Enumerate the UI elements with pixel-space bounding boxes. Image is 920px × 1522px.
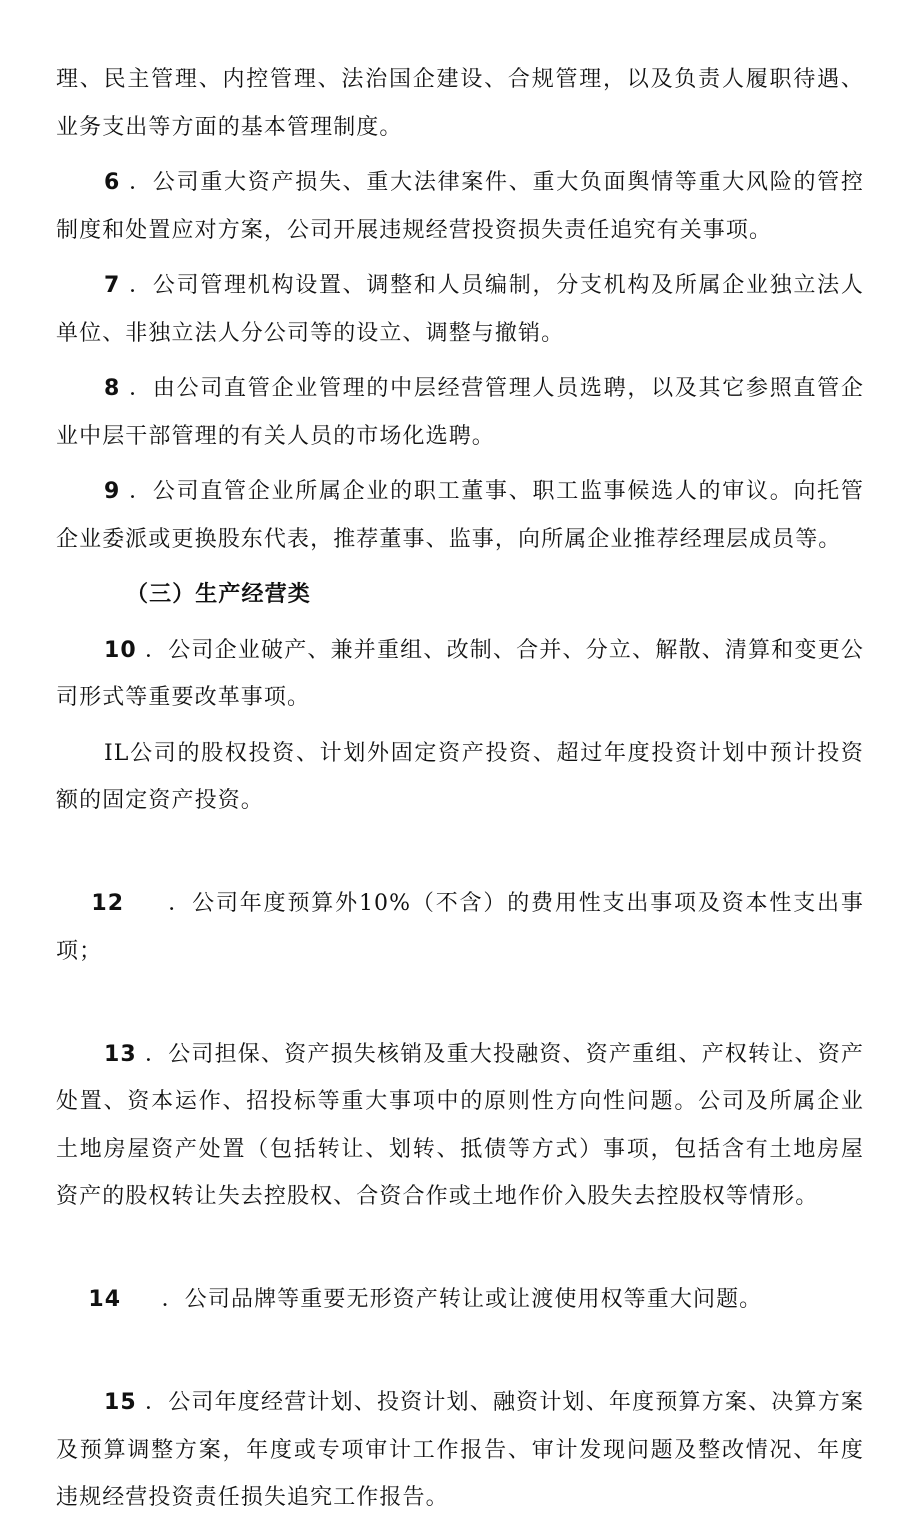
paragraph-text: 公司年度预算外10%（不含）的费用性支出事项及资本性支出事项； xyxy=(56,891,864,964)
paragraph-item-14 xyxy=(56,1229,864,1372)
item-number: 10 xyxy=(104,637,137,663)
paragraph-item-10 xyxy=(56,627,864,722)
item-number: 9 xyxy=(104,479,121,504)
paragraph-text: 公司企业破产、兼并重组、改制、合并、分立、解散、清算和变更公司形式等重要改革事项。 xyxy=(56,637,864,710)
item-separator: ． xyxy=(120,170,153,195)
paragraph-text: 公司年度经营计划、投资计划、融资计划、年度预算方案、决算方案及预算调整方案，年度或专项审计工作报告、审计发现问题及整改情况、年度违规经营投资责任损失追究工作报告。 xyxy=(56,1390,864,1510)
paragraph-text: 由公司直管企业管理的中层经营管理人员选聘，以及其它参照直管企业中层干部管理的有关人员的市场化选聘。 xyxy=(56,376,864,449)
paragraph-item-11 xyxy=(56,730,864,825)
paragraph-text: 公司品牌等重要无形资产转让或让渡使用权等重大问题。 xyxy=(184,1287,763,1312)
item-separator: ． xyxy=(124,891,193,916)
item-number: 14 xyxy=(88,1287,122,1312)
paragraph-continued xyxy=(56,56,864,151)
item-separator: ． xyxy=(121,1287,185,1312)
item-separator: ． xyxy=(136,1041,169,1067)
item-number: 6 xyxy=(104,170,121,195)
item-separator: ． xyxy=(136,1390,169,1415)
section-heading: （三）生产经营类 xyxy=(126,582,311,607)
paragraph-item-7 xyxy=(56,262,864,357)
paragraph-item-6 xyxy=(56,159,864,254)
paragraph-item-8 xyxy=(56,365,864,460)
paragraph-item-13 xyxy=(56,1031,864,1221)
item-number: 12 xyxy=(91,891,125,916)
paragraph-item-15 xyxy=(56,1379,864,1522)
item-number: 8 xyxy=(104,376,121,401)
item-separator: ． xyxy=(120,376,153,401)
paragraph-text: 公司重大资产损失、重大法律案件、重大负面舆情等重大风险的管控制度和处置应对方案，公司开展违规经营投资损失责任追究有关事项。 xyxy=(56,170,864,243)
paragraph-text: 公司直管企业所属企业的职工董事、职工监事候选人的审议。向托管企业委派或更换股东代表，推荐董事、监事，向所属企业推荐经理层成员等。 xyxy=(56,479,864,552)
item-number: 15 xyxy=(104,1390,137,1415)
paragraph-text: 公司担保、资产损失核销及重大投融资、资产重组、产权转让、资产处置、资本运作、招投标等重大事项中的原则性方向性问题。公司及所属企业土地房屋资产处置（包括转让、划转、抵债等方式）事项，包括含有土地房屋资产的股权转让失去控股权、合资合作或土地作价入股失去控股权等情形。 xyxy=(56,1041,864,1209)
item-separator: ． xyxy=(120,479,153,504)
paragraph-text: 理、民主管理、内控管理、法治国企建设、合规管理，以及负责人履职待遇、业务支出等方面的基本管理制度。 xyxy=(56,67,864,140)
paragraph-text: 公司的股权投资、计划外固定资产投资、超过年度投资计划中预计投资额的固定资产投资。 xyxy=(56,740,864,813)
paragraph-item-9 xyxy=(56,468,864,563)
item-separator: ． xyxy=(136,637,169,663)
item-number: 7 xyxy=(104,273,121,298)
item-number: 13 xyxy=(104,1041,137,1067)
paragraph-item-12 xyxy=(56,833,864,1023)
item-separator: ． xyxy=(120,273,153,298)
paragraph-text: 公司管理机构设置、调整和人员编制，分支机构及所属企业独立法人单位、非独立法人分公司等的设立、调整与撤销。 xyxy=(56,273,864,346)
item-number: IL xyxy=(104,740,130,766)
